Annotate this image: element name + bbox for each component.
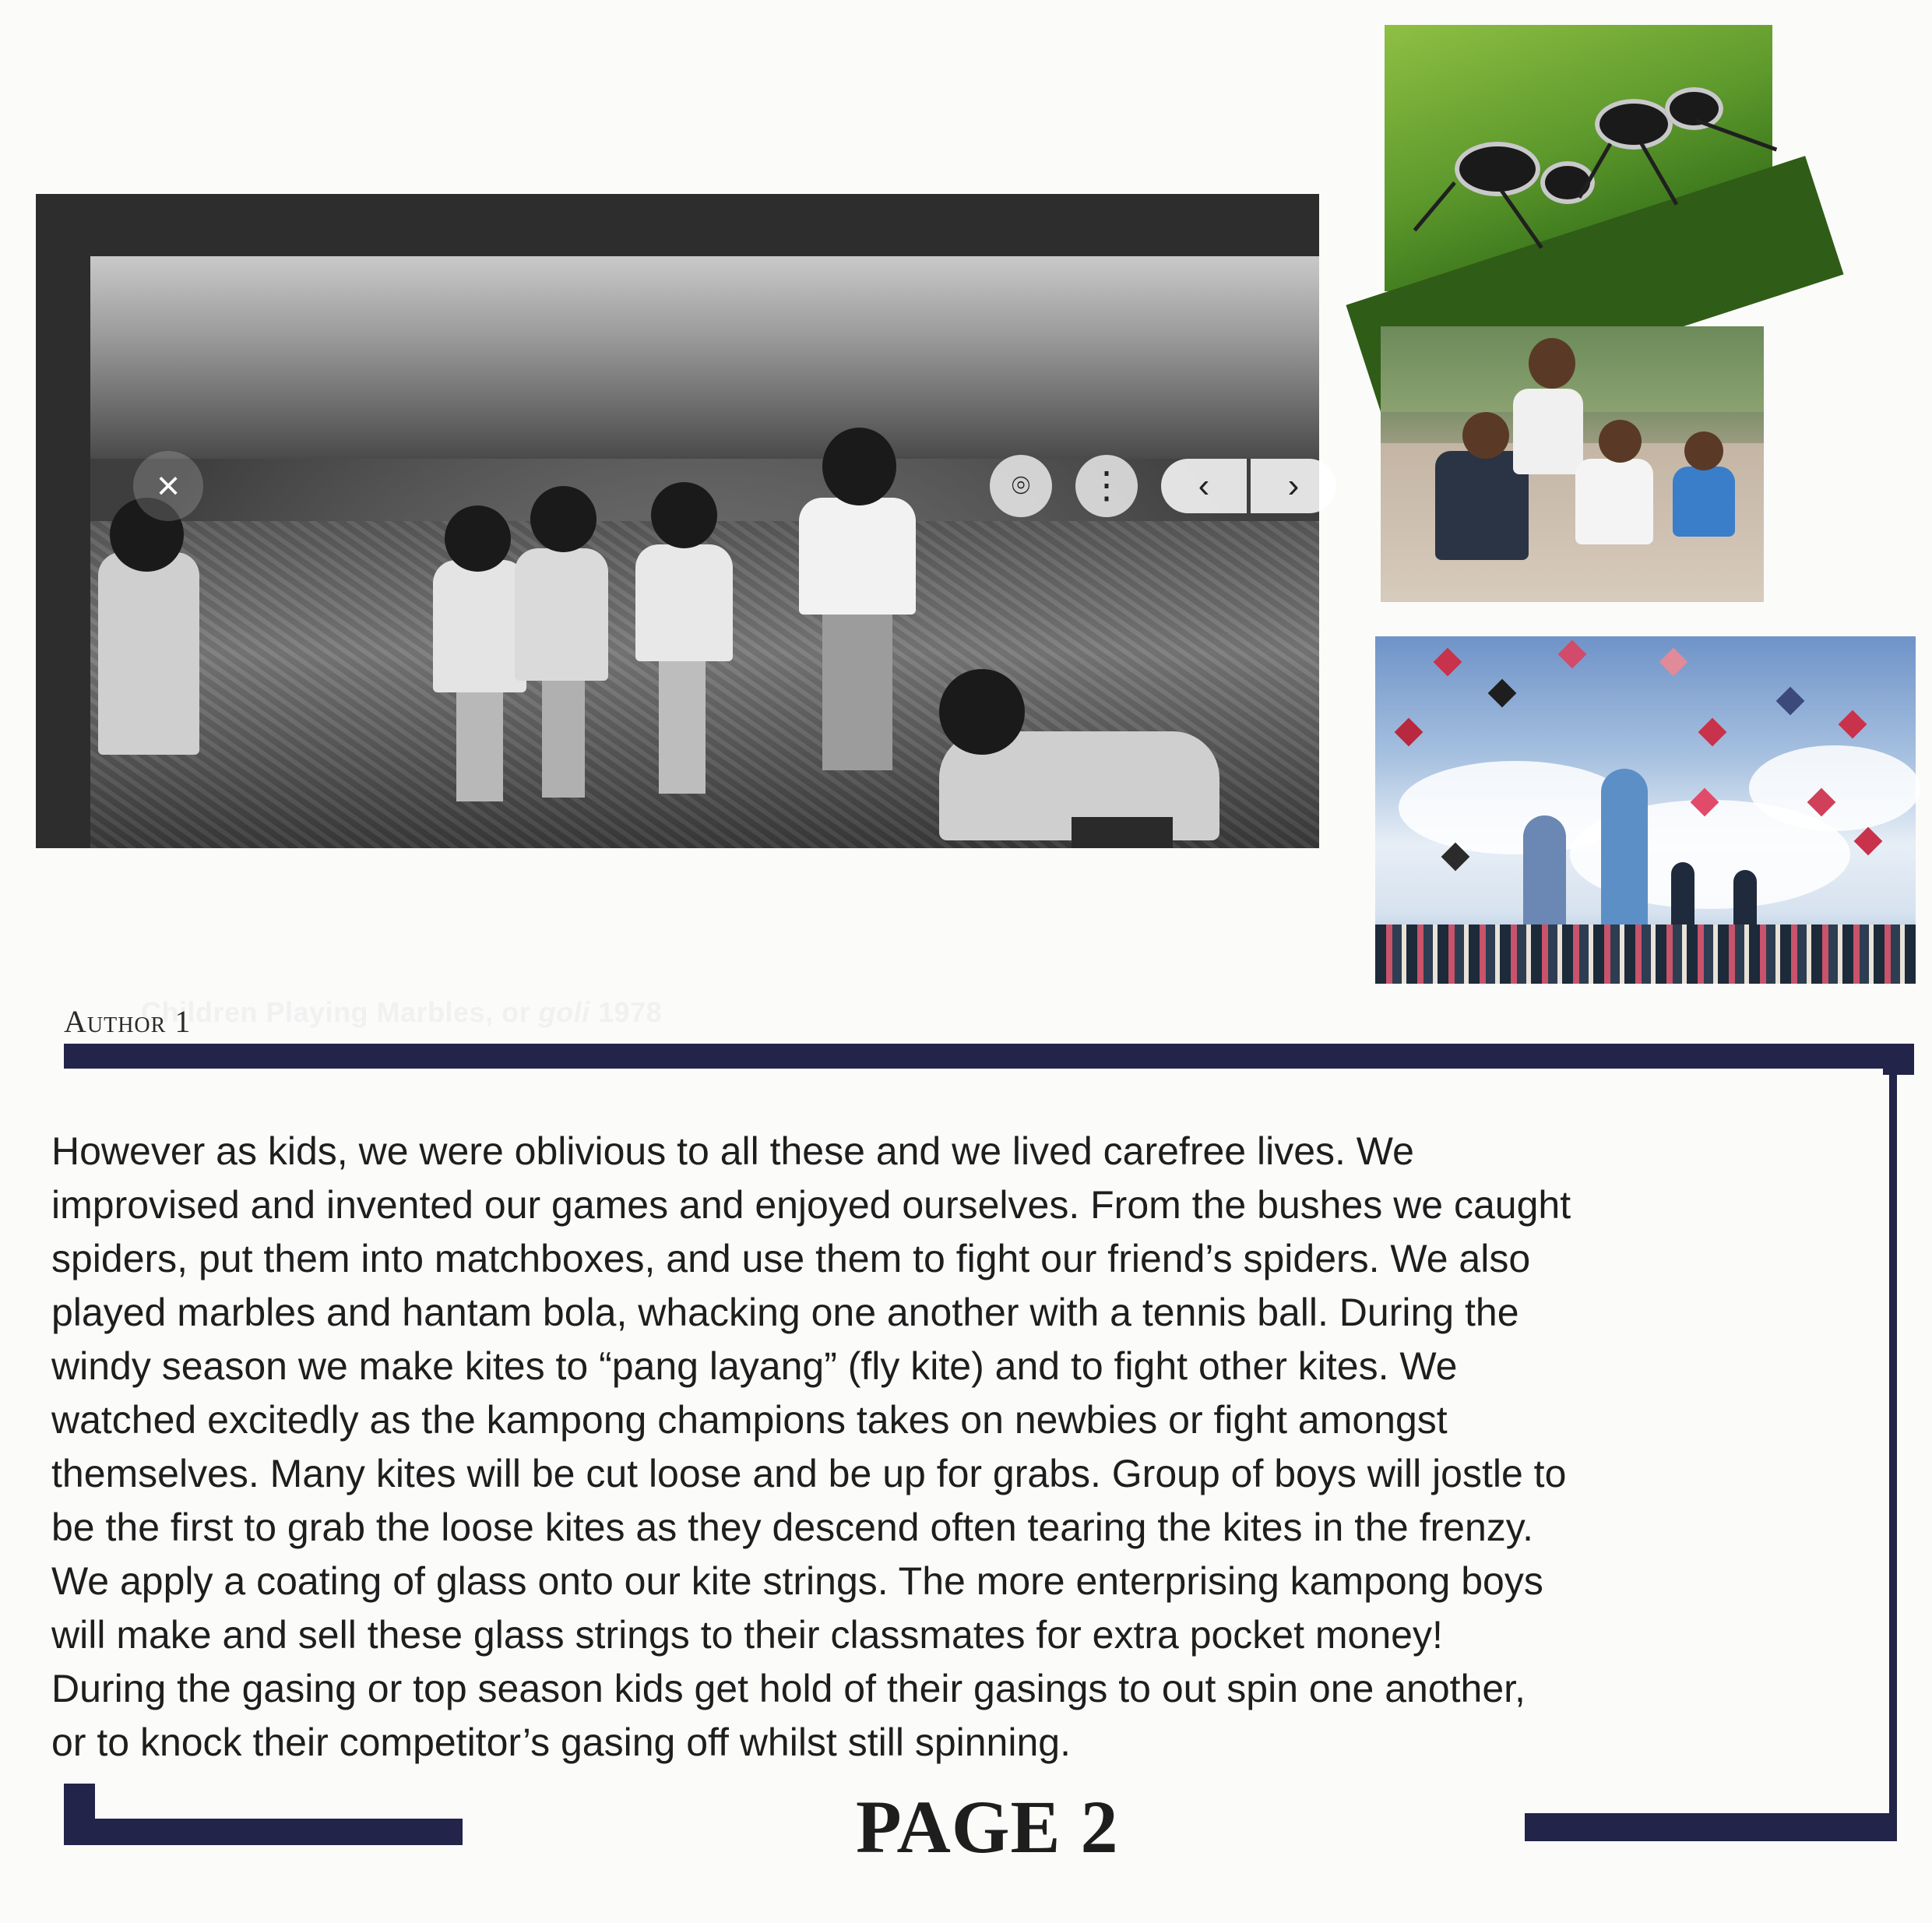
body-line: played marbles and hantam bola, whacking one another with a tennis ball. During the xyxy=(51,1291,1519,1334)
body-line: improvised and invented our games and enjoyed ourselves. From the bushes we caught xyxy=(51,1183,1571,1227)
child-figure xyxy=(98,552,199,755)
boys-spinning-tops-photo xyxy=(1381,326,1764,602)
body-line: However as kids, we were oblivious to all these and we lived carefree lives. We xyxy=(51,1129,1414,1173)
boy-head xyxy=(1684,431,1723,470)
boy-figure xyxy=(1575,459,1653,544)
kite xyxy=(1558,640,1587,669)
body-line: spiders, put them into matchboxes, and use them to fight our friend’s spiders. We also xyxy=(51,1237,1531,1280)
lens-search-icon[interactable]: ⌾ xyxy=(990,455,1052,517)
child-head xyxy=(651,482,717,548)
next-image-button[interactable]: › xyxy=(1251,459,1336,513)
boy-head xyxy=(1599,420,1642,463)
spider-leg xyxy=(1640,143,1678,205)
right-frame-line xyxy=(1889,1069,1897,1815)
bottom-right-bar xyxy=(1525,1813,1897,1841)
body-line: will make and sell these glass strings to their classmates for extra pocket money! xyxy=(51,1613,1443,1657)
child-legs xyxy=(456,692,503,801)
kite xyxy=(1434,648,1462,677)
top-divider-bar xyxy=(64,1044,1914,1069)
body-line: be the first to grab the loose kites as they descend often tearing the kites in the frenzy. xyxy=(51,1506,1533,1549)
kite xyxy=(1698,718,1727,747)
child-figure xyxy=(433,560,526,692)
kite xyxy=(1659,648,1688,677)
more-options-icon[interactable]: ⋮ xyxy=(1075,455,1138,517)
photo-background-trees xyxy=(90,256,1319,459)
kite-festival-photo xyxy=(1375,636,1916,984)
child-head xyxy=(939,669,1025,755)
spider-body xyxy=(1665,87,1723,130)
caption-term: goli xyxy=(538,996,590,1028)
body-line: windy season we make kites to “pang layang” (fly kite) and to fight other kites. We xyxy=(51,1344,1458,1388)
close-icon[interactable]: × xyxy=(133,451,203,521)
bottom-left-bar xyxy=(64,1819,463,1845)
boy-figure xyxy=(1513,389,1583,474)
child-legs xyxy=(659,661,706,794)
spider-leg xyxy=(1500,189,1543,249)
body-line: or to knock their competitor’s gasing off whilst still spinning. xyxy=(51,1720,1071,1764)
child-figure xyxy=(799,498,916,615)
boy-figure xyxy=(1673,467,1735,537)
spider-body xyxy=(1595,99,1673,150)
top-right-bar-tail xyxy=(1883,1065,1914,1075)
caption-prefix: Children Playing Marbles, or xyxy=(141,996,539,1028)
body-line: We apply a coating of glass onto our kite strings. The more enterprising kampong boys xyxy=(51,1559,1543,1603)
child-figure xyxy=(515,548,608,681)
child-legs xyxy=(542,681,585,798)
kite xyxy=(1854,827,1883,856)
kite xyxy=(1776,687,1805,716)
crowd xyxy=(1375,925,1916,984)
boy-head xyxy=(1529,338,1575,389)
child-head xyxy=(445,505,511,572)
child-legs xyxy=(822,615,892,770)
jumping-spiders-photo xyxy=(1385,25,1772,291)
person-figure xyxy=(1601,769,1648,940)
previous-image-button[interactable]: ‹ xyxy=(1161,459,1247,513)
boy-head xyxy=(1462,412,1509,459)
kite xyxy=(1488,679,1517,708)
caption-year: 1978 xyxy=(589,996,663,1028)
body-line: During the gasing or top season kids get hold of their gasings to out spin one another, xyxy=(51,1667,1526,1710)
kite xyxy=(1395,718,1423,747)
author-name: Author 1 xyxy=(64,1004,192,1039)
child-head xyxy=(822,428,896,505)
body-line: themselves. Many kites will be cut loose and be up for grabs. Group of boys will jostle to xyxy=(51,1452,1567,1495)
page-number: PAGE 2 xyxy=(856,1785,1119,1868)
kite xyxy=(1839,710,1867,739)
child-head xyxy=(530,486,596,552)
child-legs xyxy=(1072,817,1173,848)
cloud xyxy=(1749,745,1920,831)
body-text xyxy=(51,1125,1881,1770)
spider-body xyxy=(1455,142,1540,196)
photo-caption xyxy=(141,996,662,1029)
child-figure xyxy=(635,544,733,661)
spider-leg xyxy=(1695,118,1777,151)
body-line: watched excitedly as the kampong champions takes on newbies or fight amongst xyxy=(51,1398,1448,1442)
spider-leg xyxy=(1413,181,1456,231)
